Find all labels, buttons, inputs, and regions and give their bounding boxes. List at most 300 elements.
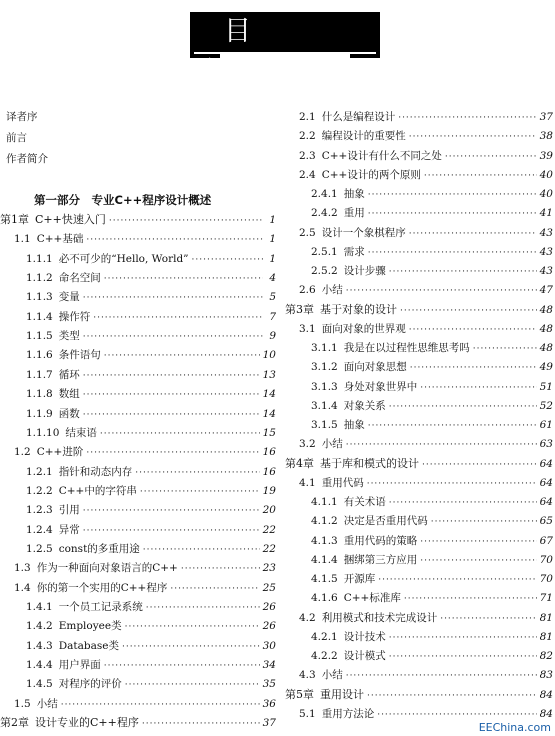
dot-leader (378, 571, 536, 589)
toc-entry-number: 4.2.2 (311, 650, 338, 662)
toc-entry-page: 48 (539, 303, 553, 316)
toc-entry-page: 10 (262, 349, 276, 362)
toc-entry-page: 67 (539, 534, 553, 547)
toc-entry-page: 39 (539, 149, 553, 162)
dot-leader (398, 109, 536, 127)
toc-entry-label: 作为一种面向对象语言的C++ (36, 562, 178, 575)
dot-leader (367, 687, 537, 705)
toc-entry-number: 4.1.5 (311, 573, 338, 585)
dot-leader (83, 406, 260, 424)
toc-entry-label: 小结 (321, 438, 343, 451)
toc-entry-number: 3.1.4 (311, 399, 338, 412)
toc-entry-number: 1.2 (14, 446, 31, 459)
toc-entry-label: 什么是编程设计 (321, 111, 396, 123)
toc-entry (311, 262, 553, 280)
toc-entry (299, 609, 553, 627)
dot-leader (140, 483, 260, 501)
toc-entry-label: C++设计的两个原则 (321, 168, 421, 181)
toc-entry (311, 416, 553, 434)
dot-leader (409, 128, 537, 146)
dot-leader (420, 379, 536, 397)
toc-entry-label: 用户界面 (58, 659, 101, 672)
dot-leader (104, 270, 263, 288)
toc-entry-page: 47 (539, 284, 553, 297)
dot-leader (422, 456, 537, 474)
toc-entry (26, 288, 276, 306)
toc-entry-label: 数组 (58, 388, 80, 401)
toc-entry-page: 81 (539, 630, 553, 643)
toc-entry-number: 2.3 (299, 149, 316, 162)
dot-leader (409, 321, 537, 339)
toc-entry-number: 1.2.2 (26, 484, 53, 497)
toc-entry-number: 2.6 (299, 284, 316, 297)
toc-entry-label: Database类 (58, 639, 119, 652)
toc-entry-page: 65 (539, 515, 553, 528)
dot-leader (420, 552, 536, 570)
toc-entry (26, 405, 276, 423)
toc-entry-page: 43 (539, 226, 553, 239)
toc-entry-label: 重用代码的策略 (343, 534, 418, 547)
toc-entry-label: 对象关系 (343, 399, 386, 412)
toc-entry-number: 1.4.1 (26, 601, 53, 613)
toc-entry-label: 一个员工记录系统 (58, 601, 143, 613)
toc-entry-page: 9 (269, 330, 276, 343)
toc-entry-number: 1.1.10 (26, 426, 60, 439)
toc-entry-label: 重用方法论 (321, 707, 375, 720)
toc-entry-label: 设计专业的C++程序 (35, 716, 139, 730)
toc-entry (311, 589, 553, 607)
toc-entry-number: 1.1.9 (26, 407, 53, 420)
toc-entry-label: 设计步骤 (343, 265, 386, 277)
toc-entry (14, 443, 276, 461)
toc-entry-page: 1 (269, 214, 276, 226)
toc-entry-number: 1.3 (14, 562, 31, 575)
toc-entry (299, 224, 553, 242)
toc-entry (26, 424, 276, 442)
toc-entry-number: 3.1.3 (311, 380, 338, 393)
toc-entry-page: 43 (539, 265, 553, 277)
dot-leader (389, 648, 537, 666)
watermark: EEChina.com (478, 721, 551, 734)
dot-leader (368, 417, 537, 435)
dot-leader (86, 231, 263, 249)
part-heading: 第一部分 专业C++程序设计概述 (34, 193, 212, 207)
toc-entry-label: 条件语句 (58, 349, 101, 362)
toc-entry (26, 675, 276, 693)
toc-entry-label: 面向对象的世界观 (321, 322, 406, 335)
dot-leader (135, 464, 259, 482)
dot-leader (346, 667, 537, 685)
toc-entry-page: 38 (539, 130, 553, 143)
toc-entry-page: 49 (539, 361, 553, 374)
toc-entry (311, 551, 553, 569)
toc-entry (285, 686, 553, 704)
toc-entry-label: 小结 (321, 669, 343, 682)
toc-entry (311, 185, 553, 203)
dot-leader (346, 282, 537, 300)
toc-entry (0, 714, 276, 732)
dot-leader (389, 494, 537, 512)
toc-entry-label: 对程序的评价 (58, 678, 122, 691)
toc-entry-number: 1.4.4 (26, 659, 53, 672)
toc-entry-label: 抽象 (343, 419, 365, 431)
dot-leader (410, 359, 537, 377)
dot-leader (400, 302, 537, 320)
front-matter-label: 前言 (6, 132, 27, 144)
toc-entry-number: 2.4.1 (311, 188, 338, 200)
toc-entry-page: 15 (262, 426, 276, 439)
toc-entry-label: 捆绑第三方应用 (343, 553, 418, 566)
toc-entry-page: 20 (262, 504, 276, 517)
toc-entry-label: 结束语 (65, 426, 97, 439)
toc-entry-number: 2.4.2 (311, 207, 338, 220)
toc-entry-number: 1.2.3 (26, 504, 53, 517)
toc-entry-page: 14 (262, 407, 276, 420)
dot-leader (368, 205, 537, 223)
toc-entry-label: 命名空间 (58, 272, 101, 285)
toc-entry-page: 25 (262, 581, 276, 594)
toc-entry (26, 501, 276, 519)
toc-entry-page: 16 (262, 446, 276, 459)
toc-entry (285, 455, 553, 473)
dot-leader (424, 167, 537, 185)
toc-entry-page: 22 (262, 542, 276, 555)
toc-entry-label: 基于对象的设计 (320, 302, 397, 316)
toc-entry-label: C++设计有什么不同之处 (321, 149, 442, 162)
toc-entry-page: 14 (262, 388, 276, 401)
dot-leader (143, 541, 260, 559)
toc-entry-page: 34 (262, 659, 276, 672)
toc-entry-page: 1 (269, 233, 276, 246)
dot-leader (192, 251, 263, 269)
toc-entry-page: 48 (539, 322, 553, 335)
toc-entry-label: Employee类 (58, 620, 122, 633)
front-matter-label: 译者序 (6, 111, 38, 123)
toc-entry-label: 重用代码 (321, 476, 364, 489)
toc-entry-page: 1 (269, 252, 276, 265)
toc-entry (311, 397, 553, 415)
toc-entry-page: 13 (262, 368, 276, 381)
dot-leader (389, 629, 537, 647)
toc-entry-page: 70 (539, 553, 553, 566)
dot-leader (445, 148, 537, 166)
toc-entry (311, 570, 553, 588)
dot-leader (389, 398, 537, 416)
toc-entry-number: 1.1 (14, 233, 31, 246)
toc-entry-label: C++中的字符串 (58, 484, 137, 497)
toc-entry-label: 变量 (58, 291, 80, 304)
toc-entry-label: 利用模式和技术完成设计 (321, 611, 438, 624)
toc-entry-number: 2.1 (299, 111, 316, 123)
dot-leader (170, 580, 259, 598)
toc-entry (26, 540, 276, 558)
toc-entry (26, 598, 276, 616)
dot-leader (61, 696, 260, 714)
toc-entry-page: 23 (262, 562, 276, 575)
toc-entry-number: 第1章 (0, 213, 29, 226)
toc-entry (311, 243, 553, 261)
toc-entry (299, 281, 553, 299)
toc-entry-page: 7 (269, 310, 276, 323)
toc-entry-number: 4.1.4 (311, 553, 338, 566)
dot-leader (86, 444, 259, 462)
dot-leader (104, 347, 260, 365)
dot-leader (367, 475, 537, 493)
toc-entry-label: C++快速入门 (35, 213, 106, 226)
toc-entry-number: 1.4.2 (26, 620, 53, 633)
toc-entry-page: 84 (539, 707, 553, 720)
toc-entry (299, 474, 553, 492)
dot-leader (431, 513, 537, 531)
toc-entry-number: 4.1.1 (311, 496, 338, 508)
dot-leader (440, 610, 536, 628)
toc-entry-number: 4.2.1 (311, 630, 338, 643)
dot-leader (104, 657, 260, 675)
toc-entry (311, 204, 553, 222)
toc-entry (26, 366, 276, 384)
dot-leader (473, 340, 537, 358)
toc-entry-number: 1.4.3 (26, 639, 53, 652)
toc-entry-number: 4.1.2 (311, 515, 338, 528)
dot-leader (346, 436, 537, 454)
toc-entry-number: 第4章 (285, 456, 314, 470)
dot-leader (83, 328, 263, 346)
toc-entry-label: 操作符 (58, 310, 91, 323)
toc-entry-label: 函数 (58, 407, 80, 420)
toc-entry (26, 250, 276, 268)
toc-entry-label: C++标准库 (343, 592, 401, 605)
toc-entry-label: 设计一个象棋程序 (321, 226, 406, 239)
toc-entry (299, 320, 553, 338)
toc-entry (311, 532, 553, 550)
dot-leader (83, 522, 260, 540)
toc-entry-label: 指针和动态内存 (58, 465, 133, 478)
toc-entry-page: 4 (269, 272, 276, 285)
dot-leader (83, 367, 260, 385)
dot-leader (404, 590, 537, 608)
toc-entry-page: 52 (539, 399, 553, 412)
toc-entry (299, 127, 553, 145)
toc-entry-number: 1.1.7 (26, 368, 53, 381)
front-matter-item (6, 108, 38, 126)
toc-entry (299, 666, 553, 684)
toc-entry (26, 521, 276, 539)
toc-entry-label: 身处对象世界中 (343, 380, 418, 393)
toc-entry (26, 346, 276, 364)
toc-entry-page: 22 (262, 523, 276, 536)
page-title: 目 录 (190, 16, 295, 87)
dot-leader (368, 244, 537, 262)
toc-entry-number: 3.2 (299, 438, 316, 451)
toc-entry-label: 我是在以过程性思维思考吗 (343, 342, 470, 354)
dot-leader (83, 386, 260, 404)
toc-entry-label: 引用 (58, 504, 80, 517)
toc-entry-label: 循环 (58, 368, 80, 381)
toc-entry (26, 269, 276, 287)
dot-leader (146, 599, 260, 617)
toc-entry-number: 2.5.1 (311, 245, 338, 258)
toc-entry-number: 5.1 (299, 707, 316, 720)
toc-entry-number: 3.1.2 (311, 361, 338, 374)
toc-entry (14, 230, 276, 248)
toc-entry-page: 48 (539, 342, 553, 354)
dot-leader (125, 676, 260, 694)
dot-leader (93, 309, 263, 327)
toc-entry-page: 30 (262, 639, 276, 652)
toc-entry-page: 64 (539, 476, 553, 489)
toc-entry-page: 64 (539, 496, 553, 508)
toc-entry (311, 647, 553, 665)
toc-entry-label: 重用设计 (320, 687, 364, 701)
toc-entry-label: 编程设计的重要性 (321, 130, 406, 143)
toc-entry (285, 301, 553, 319)
toc-entry-page: 70 (539, 573, 553, 585)
toc-entry-number: 3.1 (299, 322, 316, 335)
toc-entry-number: 第2章 (0, 716, 29, 730)
toc-entry-page: 63 (539, 438, 553, 451)
toc-entry-label: 有关术语 (343, 496, 386, 508)
toc-entry (311, 512, 553, 530)
toc-entry-page: 81 (539, 611, 553, 624)
toc-entry-label: 面向对象思想 (343, 361, 407, 374)
toc-entry-page: 16 (262, 465, 276, 478)
toc-entry-page: 41 (539, 207, 553, 220)
toc-entry (299, 166, 553, 184)
toc-entry-label: 异常 (58, 523, 80, 536)
toc-entry-number: 4.1 (299, 476, 316, 489)
toc-entry-number: 2.5 (299, 226, 316, 239)
toc-entry-page: 43 (539, 245, 553, 258)
dot-leader (368, 186, 537, 204)
toc-entry-number: 3.1.5 (311, 419, 338, 431)
toc-entry-number: 2.4 (299, 168, 316, 181)
toc-entry-number: 1.2.5 (26, 542, 53, 555)
toc-entry (299, 147, 553, 165)
toc-entry-page: 26 (262, 620, 276, 633)
toc-entry (14, 559, 276, 577)
toc-entry-page: 26 (262, 601, 276, 613)
toc-entry (26, 637, 276, 655)
front-matter-label: 作者简介 (6, 153, 48, 165)
toc-entry-page: 82 (539, 650, 553, 662)
toc-entry-page: 5 (269, 291, 276, 304)
toc-entry-number: 3.1.1 (311, 342, 338, 354)
toc-entry-page: 35 (262, 678, 276, 691)
front-matter-item (6, 129, 27, 147)
dot-leader (142, 715, 260, 733)
toc-entry-number: 1.1.5 (26, 330, 53, 343)
toc-entry-number: 2.5.2 (311, 265, 338, 277)
toc-entry (311, 628, 553, 646)
toc-entry-label: 抽象 (343, 188, 365, 200)
toc-entry (26, 385, 276, 403)
toc-entry-number: 1.4 (14, 581, 31, 594)
toc-entry-page: 84 (539, 688, 553, 701)
toc-entry (26, 656, 276, 674)
toc-entry-label: C++进阶 (36, 446, 84, 459)
front-matter-item (6, 150, 48, 168)
dot-leader (181, 560, 260, 578)
toc-entry (299, 108, 553, 126)
toc-entry-page: 40 (539, 168, 553, 181)
toc-entry (26, 617, 276, 635)
toc-entry-label: 设计技术 (343, 630, 386, 643)
toc-entry (26, 308, 276, 326)
toc-entry-page: 51 (539, 380, 553, 393)
toc-entry-number: 1.1.6 (26, 349, 53, 362)
toc-entry-number: 第3章 (285, 302, 314, 316)
toc-entry-label: 重用 (343, 207, 365, 220)
toc-entry-label: 小结 (321, 284, 343, 297)
toc-entry (0, 211, 276, 229)
toc-entry (311, 358, 553, 376)
toc-entry-label: C++基础 (36, 233, 84, 246)
toc-entry-label: const的多重用途 (58, 542, 140, 555)
dot-leader (100, 425, 260, 443)
toc-entry (14, 579, 276, 597)
toc-entry-page: 40 (539, 188, 553, 200)
toc-entry-number: 4.1.3 (311, 534, 338, 547)
toc-entry-number: 4.3 (299, 669, 316, 682)
toc-entry-label: 类型 (58, 330, 80, 343)
toc-title-banner (190, 12, 380, 87)
toc-entry (311, 493, 553, 511)
toc-entry-number: 1.2.1 (26, 465, 53, 478)
toc-entry-label: 设计模式 (343, 650, 386, 662)
toc-entry (299, 435, 553, 453)
toc-entry-number: 4.2 (299, 611, 316, 624)
toc-entry-number: 1.1.3 (26, 291, 53, 304)
toc-entry-number: 4.1.6 (311, 592, 338, 605)
toc-entry-number: 1.1.2 (26, 272, 53, 285)
toc-entry-number: 1.5 (14, 697, 31, 710)
dot-leader (122, 638, 260, 656)
toc-entry-page: 37 (539, 111, 553, 123)
dot-leader (83, 289, 263, 307)
toc-entry-label: 你的第一个实用的C++程序 (36, 581, 168, 594)
toc-entry-number: 第5章 (285, 687, 314, 701)
toc-entry-label: 基于库和模式的设计 (320, 456, 419, 470)
toc-entry (26, 482, 276, 500)
toc-entry-page: 37 (262, 717, 276, 730)
toc-entry-number: 1.1.4 (26, 310, 53, 323)
dot-leader (109, 212, 263, 230)
toc-entry-label: 必不可少的“Hello, World” (58, 252, 189, 265)
dot-leader (83, 502, 260, 520)
dot-leader (125, 618, 260, 636)
toc-entry-label: 决定是否重用代码 (343, 515, 428, 528)
toc-entry-label: 需求 (343, 245, 365, 258)
toc-entry-page: 36 (262, 697, 276, 710)
toc-entry-number: 1.1.8 (26, 388, 53, 401)
toc-entry-page: 83 (539, 669, 553, 682)
toc-entry (26, 327, 276, 345)
toc-entry-number: 1.2.4 (26, 523, 53, 536)
toc-entry (14, 695, 276, 713)
toc-entry (311, 339, 553, 357)
toc-entry-page: 64 (539, 457, 553, 470)
toc-entry (311, 378, 553, 396)
dot-leader (389, 263, 537, 281)
dot-leader (409, 225, 537, 243)
toc-entry-label: 开源库 (343, 573, 376, 585)
toc-entry-number: 1.4.5 (26, 678, 53, 691)
toc-entry-number: 2.2 (299, 130, 316, 143)
toc-entry-label: 小结 (36, 697, 58, 710)
toc-entry-page: 61 (539, 419, 553, 431)
dot-leader (420, 533, 536, 551)
toc-entry (26, 463, 276, 481)
